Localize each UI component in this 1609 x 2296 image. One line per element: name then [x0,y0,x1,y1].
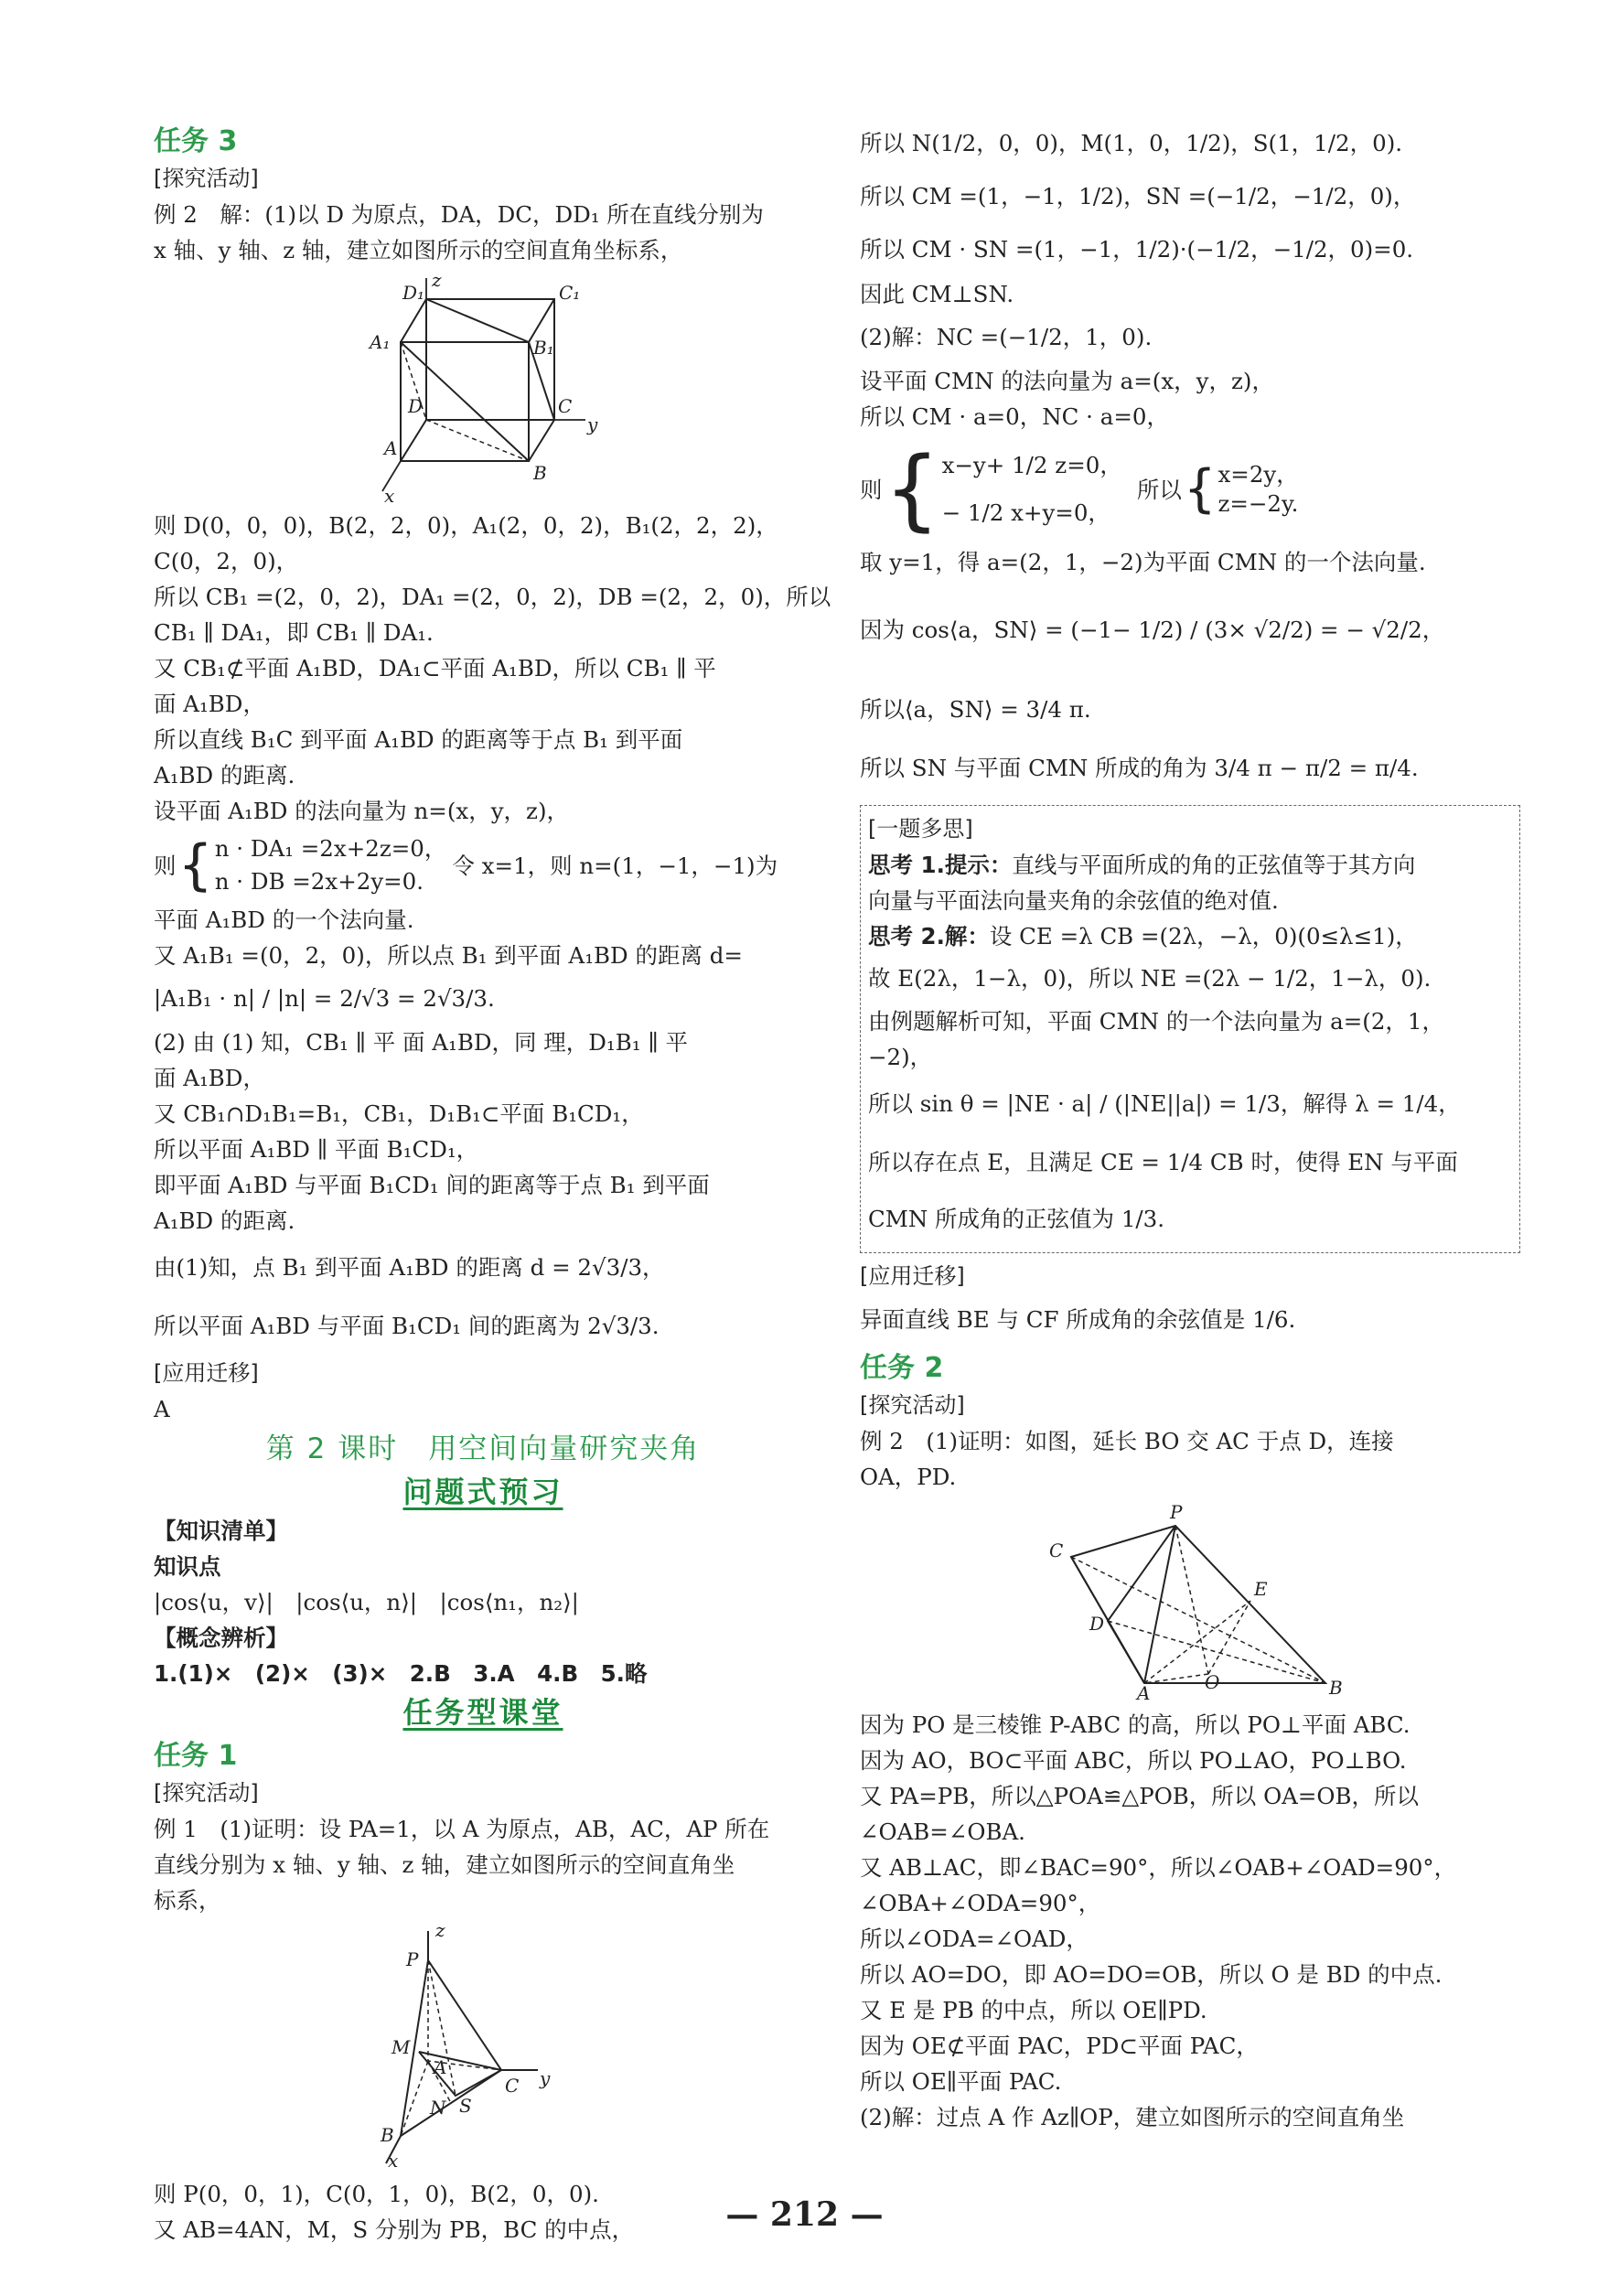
text-line: 又 A₁B₁ =(0，2，0)，所以点 B₁ 到平面 A₁BD 的距离 d= [154,942,743,969]
text-line: 所以直线 B₁C 到平面 A₁BD 的距离等于点 B₁ 到平面 [154,726,683,753]
label-y: y [587,413,598,435]
label-M: M [392,2036,411,2058]
think1-label: 思考 1.提示： [868,852,1013,878]
label-C1: C₁ [559,282,581,304]
label-D1: D₁ [402,282,425,304]
label-S: S [459,2095,472,2117]
text-line: 例 2 (1)证明：如图，延长 BO 交 AC 于点 D，连接 [860,1428,1394,1454]
text-line: 因此 CM⊥SN. [860,281,1014,307]
concept-label: 【概念辨析】 [154,1625,288,1651]
label-D: D [408,395,424,417]
text-line: 又 E 是 PB 的中点，所以 OE∥PD. [860,1997,1207,2023]
text-line: OA，PD. [860,1464,957,1490]
pyramid-figure [1035,1500,1346,1701]
text-line: 所以 CM · a=0，NC · a=0， [860,403,1169,430]
text-line: CMN 所成角的正弦值为 1/3. [868,1206,1165,1232]
text-line: 所以∠ODA=∠OAD， [860,1926,1089,1952]
brace: { [1183,459,1217,519]
cube-figure [346,274,620,502]
text-line: 所以存在点 E，且满足 CE = 1/4 CB 时，使得 EN 与平面 [868,1149,1458,1175]
label-z: z [435,1924,445,1941]
think1-text: 直线与平面所成的角的正弦值等于其方向 [1012,852,1416,878]
multi-think-box [860,805,1520,1253]
task2-heading: 任务 2 [860,1352,944,1384]
label-P: P [1170,1501,1183,1523]
text-line: 又 AB=4AN，M，S 分别为 PB，BC 的中点， [154,2216,635,2243]
think2-label: 思考 2.解： [868,923,990,950]
text-line: 则 P(0，0，1)，C(0，1，0)，B(2，0，0). [154,2181,599,2207]
label-x: x [388,2150,399,2171]
text-line: −2)， [868,1044,933,1070]
label-A: A [384,437,398,459]
system-note: 令 x=1，则 n=(1，−1，−1)为 [452,852,778,879]
text-line: 由(1)知，点 B₁ 到平面 A₁BD 的距离 d = 2√3/3， [154,1254,665,1281]
text-line: 所以平面 A₁BD 与平面 B₁CD₁ 间的距离为 2√3/3. [154,1313,660,1339]
system-eq: − 1/2 x+y=0， [941,499,1110,526]
text-line: 因为 OE⊄平面 PAC，PD⊂平面 PAC， [860,2033,1259,2059]
text-line: 所以 sin θ = |NE · a| / (|NE||a|) = 1/3，解得 λ = 1/4， [868,1090,1461,1117]
text-line: (2)解：过点 A 作 Az∥OP，建立如图所示的空间直角坐 [860,2104,1405,2130]
label-O: O [1205,1671,1220,1693]
text-line: 即平面 A₁BD 与平面 B₁CD₁ 间的距离等于点 B₁ 到平面 [154,1172,710,1198]
page-number: — 212 — [725,2195,884,2234]
text-line: 所以 SN 与平面 CMN 所成的角为 3/4 π − π/2 = π/4. [860,755,1419,781]
text-line: 面 A₁BD， [154,1065,265,1091]
explore-label: [探究活动] [154,166,259,191]
answer: A [154,1396,170,1422]
label-N: N [430,2097,446,2119]
text-line: 所以平面 A₁BD ∥ 平面 B₁CD₁， [154,1136,479,1163]
label-z: z [432,274,442,291]
text-line: 向量与平面法向量夹角的余弦值的绝对值. [868,887,1279,914]
apply-label: [应用迁移] [154,1360,259,1386]
brace: { [177,833,213,897]
label-A: A [1137,1682,1151,1701]
text-line: 所以 AO=DO，即 AO=DO=OB，所以 O 是 BD 的中点. [860,1961,1443,1988]
equation-system [154,829,812,902]
lesson-title: 第 2 课时 用空间向量研究夹角 [265,1432,701,1465]
think2-text: 设 CE =λ CB =(2λ，−λ，0)(0≤λ≤1)， [989,923,1418,950]
concept-answers: 1.(1)× (2)× (3)× 2.B 3.A 4.B 5.略 [154,1660,648,1687]
system-eq: x=2y， [1217,461,1299,488]
task1-heading: 任务 1 [154,1740,238,1772]
system-prefix: 则 [154,852,177,879]
explore-label: [探究活动] [860,1392,965,1418]
text-line: (2)解：NC =(−1/2，1，0). [860,324,1153,350]
text-line: x 轴、y 轴、z 轴，建立如图所示的空间直角坐标系， [154,237,683,263]
label-C: C [1049,1540,1064,1561]
label-B: B [1329,1677,1343,1699]
label-B1: B₁ [533,337,554,359]
text-line: 又 CB₁∩D₁B₁=B₁，CB₁，D₁B₁⊂平面 B₁CD₁， [154,1100,644,1127]
system-prefix: 则 [860,476,883,503]
text-line: 平面 A₁BD 的一个法向量. [154,907,414,933]
text-line: ∠OBA+∠ODA=90°， [860,1890,1101,1916]
text-line: A₁BD 的距离. [154,762,295,789]
system-note: 所以 [1136,476,1182,503]
equation-system [860,435,1520,544]
label-A1: A₁ [370,331,391,353]
text-line: 异面直线 BE 与 CF 所成角的余弦值是 1/6. [860,1306,1296,1333]
left-column [154,119,831,2248]
text-line: 因为 PO 是三棱锥 P-ABC 的高，所以 PO⊥平面 ABC. [860,1711,1411,1738]
text-line: 所以 CB₁ =(2，0，2)，DA₁ =(2，0，2)，DB =(2，2，0)，所以 [154,584,831,610]
task3-heading: 任务 3 [154,125,238,157]
label-P: P [406,1948,419,1970]
text-line: 则 D(0，0，0)，B(2，2，0)，A₁(2，0，2)，B₁(2，2，2)， [154,512,778,539]
text-line: 例 1 (1)证明：设 PA=1，以 A 为原点，AB，AC，AP 所在 [154,1816,770,1842]
text-line: 所以 N(1/2，0，0)，M(1，0，1/2)，S(1，1/2，0). [860,130,1403,156]
label-C: C [505,2075,520,2097]
system-eq: n · DA₁ =2x+2z=0， [214,835,447,862]
apply-label: [应用迁移] [860,1263,965,1289]
text-line: 设平面 A₁BD 的法向量为 n=(x，y，z)， [154,798,570,824]
text-line: C(0，2，0)， [154,548,299,574]
system-eq: n · DB =2x+2y=0. [214,868,424,895]
text-line: 标系， [154,1887,221,1914]
tetrahedron-figure [364,1924,602,2171]
label-E: E [1254,1578,1268,1600]
text-line: 因为 AO，BO⊂平面 ABC，所以 PO⊥AO，PO⊥BO. [860,1747,1407,1774]
text-line: 例 2 解：(1)以 D 为原点，DA，DC，DD₁ 所在直线分别为 [154,201,764,228]
text-line: 所以⟨a，SN⟩ = 3/4 π. [860,696,1091,723]
label-D: D [1089,1613,1105,1635]
text-line: 又 PA=PB，所以△POA≌△POB，所以 OA=OB，所以 [860,1783,1419,1809]
right-column [860,117,1520,2135]
brace: { [884,438,940,541]
text-line: ∠OAB=∠OBA. [860,1819,1025,1845]
label-B: B [381,2124,394,2146]
knowledge-point: 知识点 [154,1553,221,1580]
label-A: A [434,2056,447,2078]
label-B: B [533,462,547,484]
classroom-heading: 任务型课堂 [402,1695,563,1730]
label-y: y [540,2067,551,2089]
text-line: CB₁ ∥ DA₁，即 CB₁ ∥ DA₁. [154,619,434,646]
text-line: 设平面 CMN 的法向量为 a=(x，y，z)， [860,368,1274,394]
knowledge-label: 【知识清单】 [154,1518,288,1544]
text-line: 所以 CM · SN =(1，−1，1/2)·(−1/2，−1/2，0)=0. [860,236,1414,263]
text-line: |A₁B₁ · n| / |n| = 2/√3 = 2√3/3. [154,985,495,1012]
text-line: 因为 cos⟨a，SN⟩ = (−1− 1/2) / (3× √2/2) = − √2/2， [860,617,1445,643]
text-line: 由例题解析可知，平面 CMN 的一个法向量为 a=(2，1， [868,1008,1444,1035]
text-line: A₁BD 的距离. [154,1207,295,1234]
knowledge-items: |cos⟨u，v⟩| |cos⟨u，n⟩| |cos⟨n₁，n₂⟩| [154,1589,579,1615]
system-eq: z=−2y. [1217,490,1299,517]
text-line: (2) 由 (1) 知，CB₁ ∥ 平 面 A₁BD，同 理，D₁B₁ ∥ 平 [154,1029,688,1056]
label-x: x [384,485,395,502]
text-line: 所以 OE∥平面 PAC. [860,2068,1062,2095]
text-line: 直线分别为 x 轴、y 轴、z 轴，建立如图所示的空间直角坐 [154,1851,735,1878]
text-line: 所以 CM =(1，−1，1/2)，SN =(−1/2，−1/2，0)， [860,183,1416,209]
text-line: 故 E(2λ，1−λ，0)，所以 NE =(2λ − 1/2，1−λ，0). [868,965,1432,992]
preview-heading: 问题式预习 [402,1475,563,1509]
text-line: 面 A₁BD， [154,691,265,717]
system-eq: x−y+ 1/2 z=0， [941,452,1122,478]
text-line: 又 CB₁⊄平面 A₁BD，DA₁⊂平面 A₁BD，所以 CB₁ ∥ 平 [154,655,716,681]
multi-label: [一题多思] [868,816,973,842]
explore-label: [探究活动] [154,1780,259,1806]
text-line: 取 y=1，得 a=(2，1，−2)为平面 CMN 的一个法向量. [860,549,1426,575]
label-C: C [558,395,573,417]
text-line: 又 AB⊥AC，即∠BAC=90°，所以∠OAB+∠OAD=90°， [860,1854,1457,1881]
